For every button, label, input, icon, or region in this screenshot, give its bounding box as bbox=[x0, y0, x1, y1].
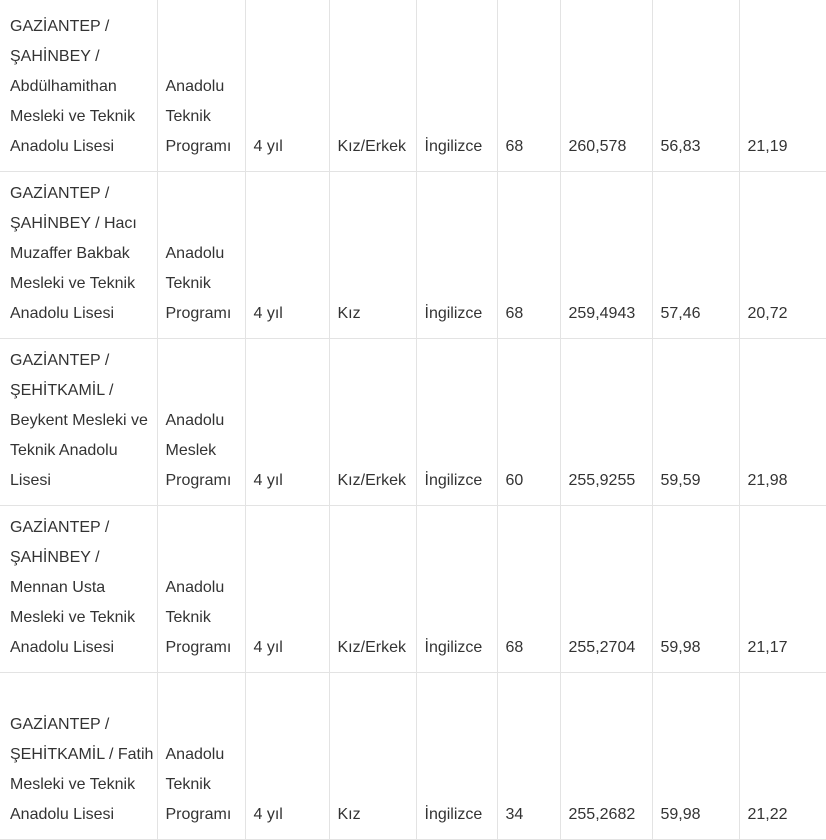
quota-cell: 60 bbox=[497, 339, 560, 506]
school-name-cell: GAZİANTEP / ŞEHİTKAMİL / Fatih Mesleki ve Teknik Anadolu Lisesi bbox=[0, 673, 157, 840]
base-score-cell: 255,9255 bbox=[560, 339, 652, 506]
program-type-cell: Anadolu Teknik Programı bbox=[157, 0, 245, 172]
last-value-cell: 21,19 bbox=[739, 0, 826, 172]
table-row bbox=[0, 172, 826, 339]
percentile-cell: 56,83 bbox=[652, 0, 739, 172]
school-name-cell: GAZİANTEP / ŞAHİNBEY / Abdülhamithan Mesleki ve Teknik Anadolu Lisesi bbox=[0, 0, 157, 172]
last-value-cell: 20,72 bbox=[739, 172, 826, 339]
table-row bbox=[0, 0, 826, 172]
duration-cell: 4 yıl bbox=[245, 673, 329, 840]
last-value-cell: 21,17 bbox=[739, 506, 826, 673]
last-value-cell: 21,22 bbox=[739, 673, 826, 840]
program-type-cell: Anadolu Teknik Programı bbox=[157, 506, 245, 673]
gender-cell: Kız/Erkek bbox=[329, 0, 416, 172]
base-score-cell: 260,578 bbox=[560, 0, 652, 172]
quota-cell: 68 bbox=[497, 0, 560, 172]
language-cell: İngilizce bbox=[416, 339, 497, 506]
duration-cell: 4 yıl bbox=[245, 506, 329, 673]
gender-cell: Kız/Erkek bbox=[329, 339, 416, 506]
duration-cell: 4 yıl bbox=[245, 339, 329, 506]
school-name-cell: GAZİANTEP / ŞAHİNBEY / Hacı Muzaffer Bakbak Mesleki ve Teknik Anadolu Lisesi bbox=[0, 172, 157, 339]
percentile-cell: 57,46 bbox=[652, 172, 739, 339]
quota-cell: 34 bbox=[497, 673, 560, 840]
duration-cell: 4 yıl bbox=[245, 0, 329, 172]
language-cell: İngilizce bbox=[416, 506, 497, 673]
last-value-cell: 21,98 bbox=[739, 339, 826, 506]
table-row bbox=[0, 506, 826, 673]
program-type-cell: Anadolu Teknik Programı bbox=[157, 673, 245, 840]
gender-cell: Kız bbox=[329, 172, 416, 339]
base-score-cell: 259,4943 bbox=[560, 172, 652, 339]
school-name-cell: GAZİANTEP / ŞEHİTKAMİL / Beykent Mesleki ve Teknik Anadolu Lisesi bbox=[0, 339, 157, 506]
percentile-cell: 59,59 bbox=[652, 339, 739, 506]
percentile-cell: 59,98 bbox=[652, 673, 739, 840]
language-cell: İngilizce bbox=[416, 172, 497, 339]
base-score-cell: 255,2704 bbox=[560, 506, 652, 673]
gender-cell: Kız bbox=[329, 673, 416, 840]
quota-cell: 68 bbox=[497, 506, 560, 673]
program-type-cell: Anadolu Teknik Programı bbox=[157, 172, 245, 339]
table-row bbox=[0, 673, 826, 840]
duration-cell: 4 yıl bbox=[245, 172, 329, 339]
base-score-cell: 255,2682 bbox=[560, 673, 652, 840]
language-cell: İngilizce bbox=[416, 673, 497, 840]
table-row bbox=[0, 339, 826, 506]
language-cell: İngilizce bbox=[416, 0, 497, 172]
program-type-cell: Anadolu Meslek Programı bbox=[157, 339, 245, 506]
quota-cell: 68 bbox=[497, 172, 560, 339]
gender-cell: Kız/Erkek bbox=[329, 506, 416, 673]
percentile-cell: 59,98 bbox=[652, 506, 739, 673]
school-name-cell: GAZİANTEP / ŞAHİNBEY / Mennan Usta Mesleki ve Teknik Anadolu Lisesi bbox=[0, 506, 157, 673]
